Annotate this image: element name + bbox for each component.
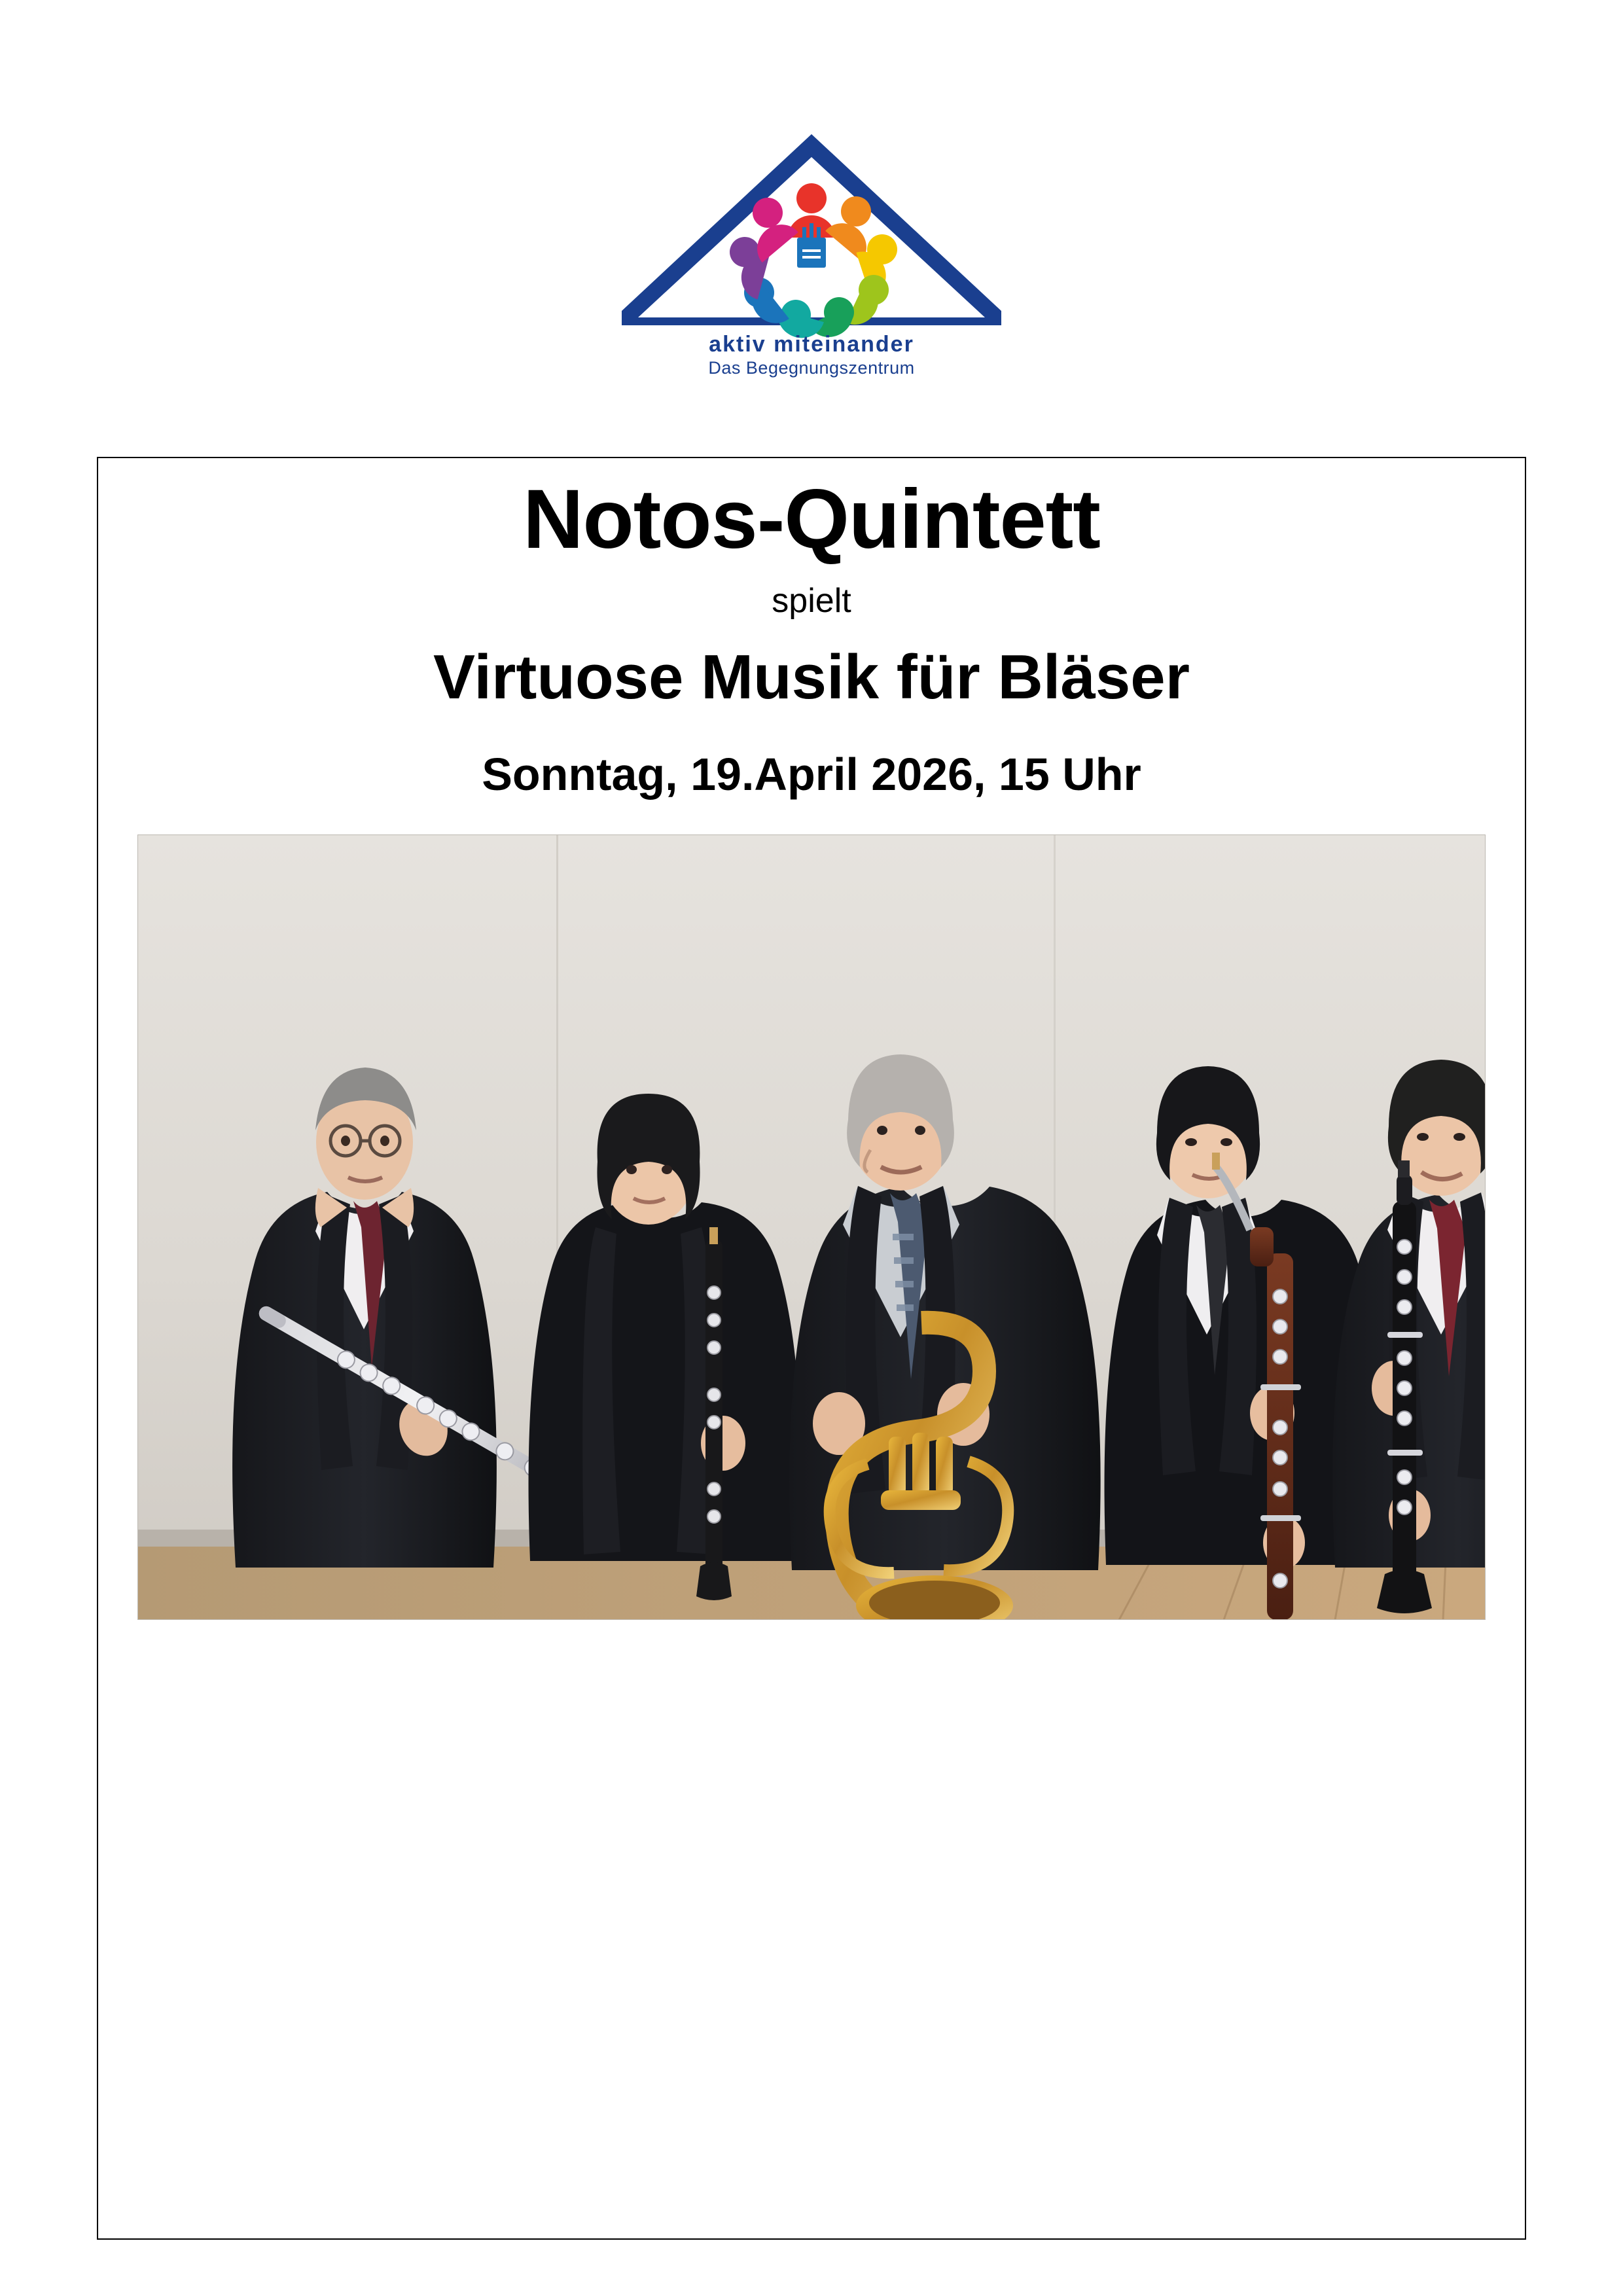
logo-subtitle: Das Begegnungszentrum [708,358,915,378]
logo-block [0,0,1623,378]
logo-graphic [609,121,1014,389]
logo-title: aktiv miteinander [709,332,914,357]
connector-text: spielt [772,582,851,620]
aktiv-miteinander-logo [609,121,1014,389]
event-date: Sonntag, 19.April 2026, 15 Uhr [482,749,1141,800]
poster-frame [97,457,1526,2240]
ensemble-photo [137,834,1486,1620]
ensemble-photo-graphic [137,834,1486,1620]
page-title: Notos-Quintett [523,473,1100,566]
program-title: Virtuose Musik für Bläser [433,641,1190,712]
